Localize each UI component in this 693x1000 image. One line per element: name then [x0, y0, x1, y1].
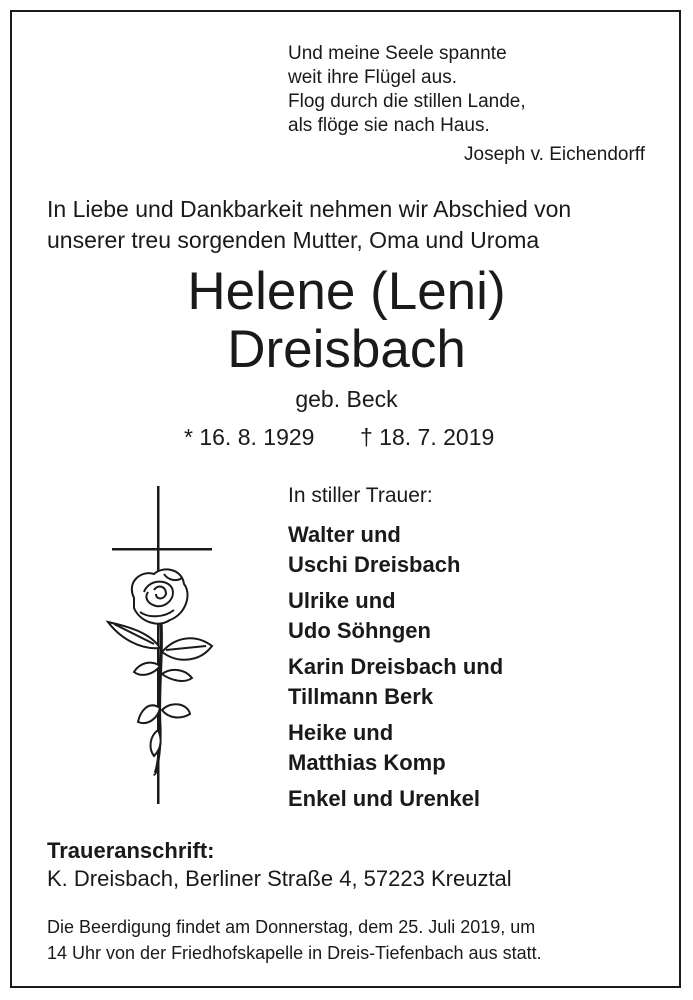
- poem-line: Und meine Seele spannte: [288, 43, 507, 64]
- address-text: K. Dreisbach, Berliner Straße 4, 57223 Kreuztal: [47, 866, 512, 891]
- funeral-info: [47, 914, 542, 966]
- mourners-list: [288, 520, 503, 820]
- mourner-group: [288, 652, 503, 712]
- intro-line: In Liebe und Dankbarkeit nehmen wir Abschied von: [47, 196, 572, 222]
- poem-line: weit ihre Flügel aus.: [288, 67, 457, 88]
- deceased-name-last: Dreisbach: [227, 320, 466, 379]
- intro-line: unserer treu sorgenden Mutter, Oma und Uroma: [47, 227, 540, 253]
- mourner-line: Matthias Komp: [288, 750, 446, 775]
- birth-date: * 16. 8. 1929: [184, 424, 315, 450]
- poem-line: Flog durch die stillen Lande,: [288, 91, 526, 112]
- cross-with-rose-icon: [104, 486, 216, 808]
- mourner-group: [288, 718, 503, 778]
- mourner-line: Karin Dreisbach und: [288, 654, 504, 679]
- mourner-group: [288, 520, 503, 580]
- mourner-line: Walter und: [288, 522, 401, 547]
- intro-text: [47, 194, 571, 256]
- deceased-name-first: Helene (Leni): [187, 262, 506, 321]
- mourning-intro: In stiller Trauer:: [288, 484, 433, 507]
- mourner-line: Enkel und Urenkel: [288, 786, 480, 811]
- mourner-line: Ulrike und: [288, 588, 396, 613]
- mourner-group: [288, 784, 503, 814]
- poem: [288, 42, 526, 138]
- death-date: † 18. 7. 2019: [360, 424, 495, 450]
- birth-name: geb. Beck: [295, 386, 398, 412]
- mourner-group: [288, 586, 503, 646]
- funeral-line: 14 Uhr von der Friedhofskapelle in Dreis-Tiefenbach aus statt.: [47, 943, 542, 963]
- mourner-line: Tillmann Berk: [288, 684, 434, 709]
- mourner-line: Heike und: [288, 720, 394, 745]
- mourner-line: Udo Söhngen: [288, 618, 431, 643]
- funeral-line: Die Beerdigung findet am Donnerstag, dem 25. Juli 2019, um: [47, 917, 536, 937]
- poem-author: Joseph v. Eichendorff: [464, 144, 645, 165]
- poem-line: als flöge sie nach Haus.: [288, 115, 490, 136]
- address-heading: Traueranschrift:: [47, 838, 215, 863]
- mourner-line: Uschi Dreisbach: [288, 552, 461, 577]
